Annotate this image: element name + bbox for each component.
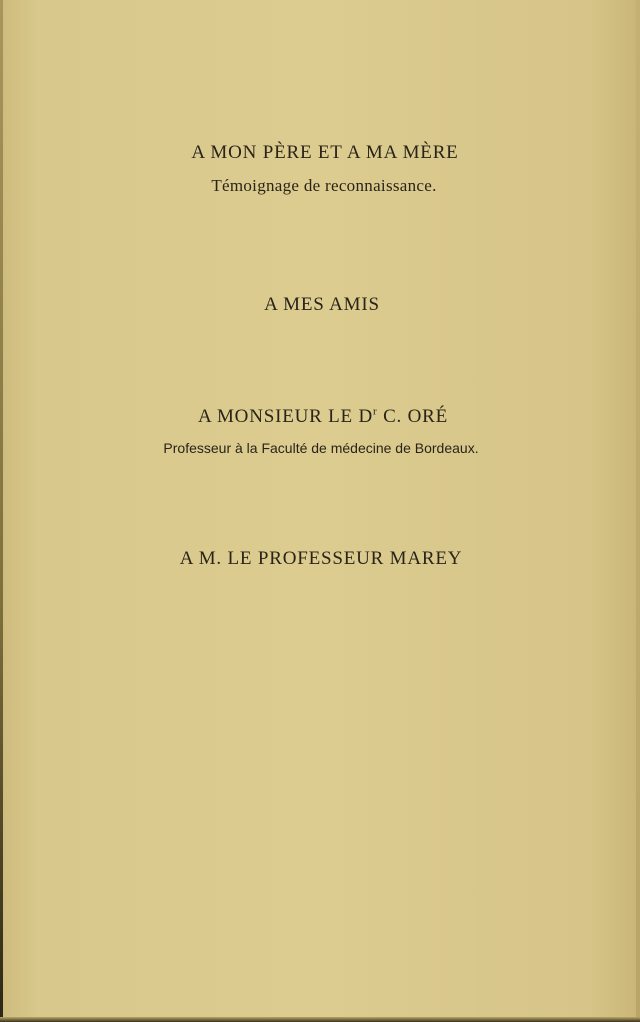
dedication-ore xyxy=(3,406,640,428)
dedication-marey: A M. LE PROFESSEUR MAREY xyxy=(179,548,463,569)
dedication-parents: A MON PÈRE ET A MA MÈRE xyxy=(191,142,459,163)
dedication-ore-subtitle: Professeur à la Faculté de médecine de Bordeaux. xyxy=(163,440,479,456)
dedication-ore-suffix: C. ORÉ xyxy=(377,406,449,427)
dedication-parents-subtitle: Témoignage de reconnaissance. xyxy=(211,176,437,195)
page-bottom-edge xyxy=(0,1017,640,1022)
page-binding-edge xyxy=(0,0,3,1022)
dedication-ore-superscript: r xyxy=(373,405,378,418)
dedication-friends: A MES AMIS xyxy=(264,294,380,315)
dedication-ore-prefix: A MONSIEUR LE D xyxy=(197,406,374,427)
